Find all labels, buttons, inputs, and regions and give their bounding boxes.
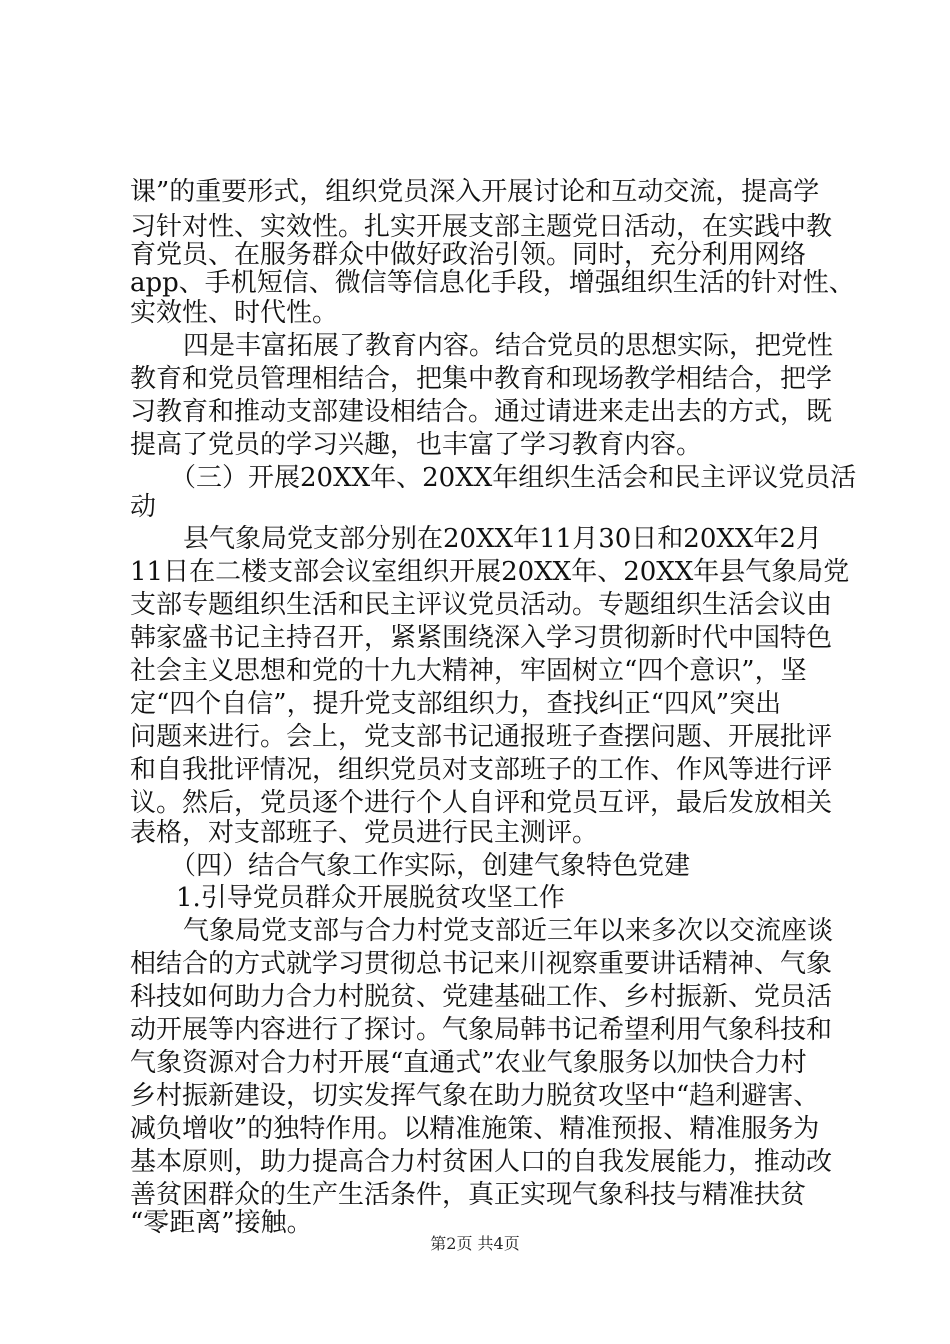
text-line: 韩家盛书记主持召开，紧紧围绕深入学习贯彻新时代中国特色 bbox=[130, 623, 833, 653]
text-line: 善贫困群众的生产生活条件，真正实现气象科技与精准扶贫 bbox=[130, 1180, 807, 1210]
subsection-heading: 1.引导党员群众开展脱贫攻坚工作 bbox=[176, 883, 565, 913]
text-line: 教育和党员管理相结合，把集中教育和现场教学相结合，把学 bbox=[130, 364, 833, 394]
text-line: “零距离”接触。 bbox=[130, 1208, 313, 1238]
text-line: 科技如何助力合力村脱贫、党建基础工作、乡村振新、党员活 bbox=[130, 982, 833, 1012]
text-line: 表格，对支部班子、党员进行民主测评。 bbox=[130, 818, 599, 848]
text-line: 提高了党员的学习兴趣，也丰富了学习教育内容。 bbox=[130, 430, 703, 460]
section-heading: （三）开展20XX年、20XX年组织生活会和民主评议党员活 bbox=[170, 463, 857, 493]
text-line: 气象局党支部与合力村党支部近三年以来多次以交流座谈 bbox=[183, 916, 834, 946]
text-line: 习针对性、实效性。扎实开展支部主题党日活动，在实践中教 bbox=[130, 212, 833, 242]
text-line: 11日在二楼支部会议室组织开展20XX年、20XX年县气象局党 bbox=[130, 557, 850, 587]
text-line: 乡村振新建设，切实发挥气象在助力脱贫攻坚中“趋利避害、 bbox=[130, 1081, 820, 1111]
text-line: 基本原则，助力提高合力村贫困人口的自我发展能力，推动改 bbox=[130, 1147, 833, 1177]
section-heading: 动 bbox=[130, 492, 157, 522]
text-line: 四是丰富拓展了教育内容。结合党员的思想实际，把党性 bbox=[183, 331, 834, 361]
text-line: 相结合的方式就学习贯彻总书记来川视察重要讲话精神、气象 bbox=[130, 949, 833, 979]
text-line: 育党员、在服务群众中做好政治引领。同时，充分利用网络 bbox=[130, 240, 807, 270]
text-line: 定“四个自信”，提升党支部组织力，查找纠正“四风”突出 bbox=[130, 689, 782, 719]
text-line: 习教育和推动支部建设相结合。通过请进来走出去的方式，既 bbox=[130, 397, 833, 427]
text-line: 问题来进行。会上，党支部书记通报班子查摆问题、开展批评 bbox=[130, 722, 833, 752]
page-footer: 第2页 共4页 bbox=[430, 1234, 520, 1253]
text-line: 课”的重要形式，组织党员深入开展讨论和互动交流，提高学 bbox=[130, 177, 820, 207]
text-line: app、手机短信、微信等信息化手段，增强组织生活的针对性、 bbox=[130, 268, 855, 298]
text-line: 县气象局党支部分别在20XX年11月30日和20XX年2月 bbox=[183, 524, 822, 554]
text-line: 气象资源对合力村开展“直通式”农业气象服务以加快合力村 bbox=[130, 1048, 807, 1078]
text-line: 支部专题组织生活和民主评议党员活动。专题组织生活会议由 bbox=[130, 590, 833, 620]
text-line: 动开展等内容进行了探讨。气象局韩书记希望利用气象科技和 bbox=[130, 1015, 833, 1045]
text-line: 议。然后，党员逐个进行个人自评和党员互评，最后发放相关 bbox=[130, 788, 833, 818]
text-line: 社会主义思想和党的十九大精神，牢固树立“四个意识”，坚 bbox=[130, 656, 807, 686]
text-line: 减负增收”的独特作用。以精准施策、精准预报、精准服务为 bbox=[130, 1114, 820, 1144]
text-line: 和自我批评情况，组织党员对支部班子的工作、作风等进行评 bbox=[130, 755, 833, 785]
section-heading: （四）结合气象工作实际，创建气象特色党建 bbox=[170, 851, 691, 881]
text-line: 实效性、时代性。 bbox=[130, 298, 339, 328]
